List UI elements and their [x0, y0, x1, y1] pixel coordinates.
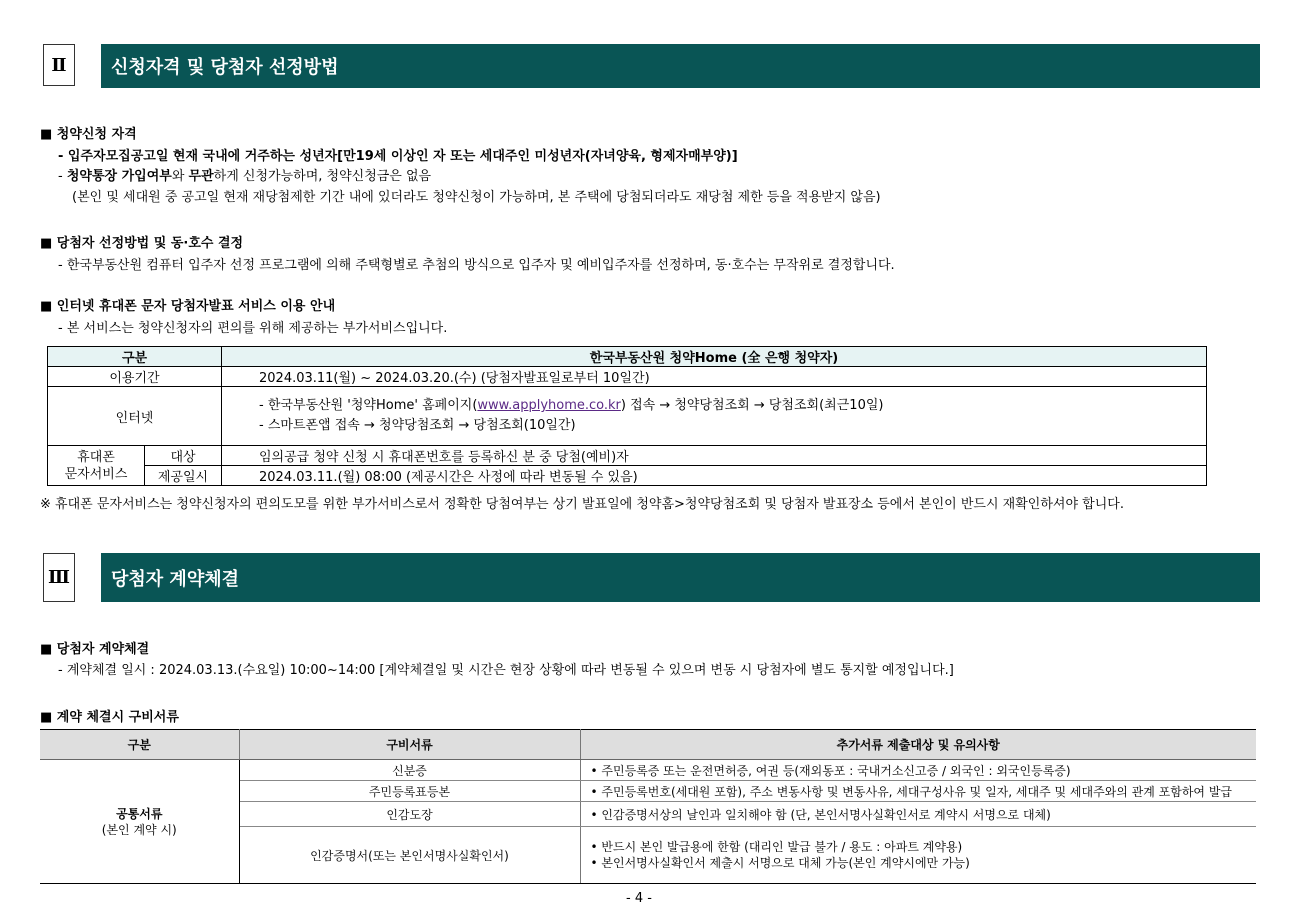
- time-value: 2024.03.11.(월) 08:00 (제공시간은 사정에 따라 변동될 수 있음): [222, 466, 1207, 486]
- emphasis-text: 청약통장 가입여부: [66, 169, 172, 184]
- sms-heading: ■ 인터넷 휴대폰 문자 당첨자발표 서비스 이용 안내: [40, 299, 336, 314]
- period-value: 2024.03.11(월) ~ 2024.03.20.(수) (당첨자발표일로부터 10일간): [222, 367, 1207, 387]
- group-sublabel: (본인 계약 시): [101, 822, 177, 837]
- doc-name: 인감증명서(또는 본인서명사실확인서): [239, 827, 580, 884]
- docs-header-notes: 추가서류 제출대상 및 유의사항: [580, 730, 1256, 760]
- qualification-line-2: [58, 165, 431, 184]
- docs-header-category: 구분: [40, 730, 239, 760]
- required-documents-table: [40, 729, 1256, 884]
- section-number-3: Ⅲ: [43, 553, 75, 602]
- phone-sms-label: [48, 446, 145, 486]
- common-docs-group: [40, 760, 239, 884]
- table-header-category: 구분: [48, 347, 222, 367]
- doc-name: 인감도장: [239, 802, 580, 827]
- qualification-heading: ■ 청약신청 자격: [40, 127, 137, 142]
- sms-note: ※ 휴대폰 문자서비스는 청약신청자의 편의도모를 위한 부가서비스로서 정확한 당첨여부는 상기 발표일에 청약홈>청약당첨조회 및 당첨자 발표장소 등에서 본인이 반드시 재확인하셔야 합니다.: [40, 497, 1124, 512]
- phone-label-line-1: 휴대폰: [77, 449, 115, 465]
- sms-service-table: [47, 346, 1207, 486]
- selection-heading: ■ 당첨자 선정방법 및 동·호수 결정: [40, 236, 244, 251]
- contract-heading: ■ 당첨자 계약체결: [40, 642, 150, 657]
- target-label: 대상: [145, 446, 222, 466]
- applyhome-link[interactable]: www.applyhome.co.kr: [477, 398, 621, 413]
- doc-name: 주민등록표등본: [239, 781, 580, 802]
- table-header-applyhome: 한국부동산원 청약Home (全 은행 청약자): [222, 347, 1207, 367]
- qualification-line-3: (본인 및 세대원 중 공고일 현재 재당첨제한 기간 내에 있더라도 청약신청이 가능하며, 본 주택에 당첨되더라도 재당첨 제한 등을 적용받지 않음): [72, 190, 881, 205]
- text-fragment: 하게 신청가능하며, 청약신청금은 없음: [213, 169, 432, 184]
- documents-heading: ■ 계약 체결시 구비서류: [40, 710, 179, 725]
- doc-note: • 주민등록증 또는 운전면허증, 여권 등(재외동포 : 국내거소신고증 / 외국인 : 외국인등록증): [580, 760, 1256, 781]
- text-fragment: ) 접속 → 청약당첨조회 → 당첨조회(최근10일): [620, 398, 884, 413]
- doc-note: • 인감증명서상의 날인과 일치해야 함 (단, 본인서명사실확인서로 계약시 서명으로 대체): [580, 802, 1256, 827]
- emphasis-text: 무관: [188, 169, 214, 184]
- period-label: 이용기간: [48, 367, 222, 387]
- selection-line-1: - 한국부동산원 컴퓨터 입주자 선정 프로그램에 의해 주택형별로 추첨의 방식으로 입주자 및 예비입주자를 선정하며, 동·호수는 무작위로 결정합니다.: [58, 258, 895, 273]
- doc-note: [580, 827, 1256, 884]
- phone-label-line-2: 문자서비스: [64, 466, 128, 482]
- section-title-3: 당첨자 계약체결: [101, 553, 1260, 602]
- qualification-line-1: - 입주자모집공고일 현재 국내에 거주하는 성년자[만19세 이상인 자 또는 세대주인 미성년자(자녀양육, 형제자매부양)]: [58, 149, 738, 164]
- text-fragment: 와: [171, 169, 189, 184]
- section-title-2: 신청자격 및 당첨자 선정방법: [101, 44, 1260, 88]
- internet-value: [222, 387, 1207, 446]
- docs-header-documents: 구비서류: [239, 730, 580, 760]
- text-fragment: - 한국부동산원 '청약Home' 홈페이지(: [259, 398, 478, 413]
- time-label: 제공일시: [145, 466, 222, 486]
- internet-line-2: - 스마트폰앱 접속 → 청약당첨조회 → 당첨조회(10일간): [259, 418, 576, 433]
- section-number-2: Ⅱ: [43, 44, 75, 86]
- page-number: - 4 -: [626, 891, 652, 906]
- doc-note-line-1: • 반드시 본인 발급용에 한함 (대리인 발급 불가 / 용도 : 아파트 계약용): [590, 840, 963, 854]
- bullet-dash: -: [58, 169, 67, 184]
- target-value: 임의공급 청약 신청 시 휴대폰번호를 등록하신 분 중 당첨(예비)자: [222, 446, 1207, 466]
- group-label: 공통서류: [116, 806, 163, 821]
- internet-line-1: [259, 396, 1206, 416]
- contract-line-1: - 계약체결 일시 : 2024.03.13.(수요일) 10:00~14:00 [계약체결일 및 시간은 현장 상황에 따라 변동될 수 있으며 변동 시 당첨자에 별도 통지할 예정입니다.]: [58, 663, 954, 678]
- doc-note-line-2: • 본인서명사실확인서 제출시 서명으로 대체 가능(본인 계약시에만 가능): [590, 856, 970, 870]
- sms-line-1: - 본 서비스는 청약신청자의 편의를 위해 제공하는 부가서비스입니다.: [58, 321, 448, 336]
- internet-label: 인터넷: [48, 387, 222, 446]
- doc-note: • 주민등록번호(세대원 포함), 주소 변동사항 및 변동사유, 세대구성사유 및 일자, 세대주 및 세대주와의 관계 포함하여 발급: [580, 781, 1256, 802]
- doc-name: 신분증: [239, 760, 580, 781]
